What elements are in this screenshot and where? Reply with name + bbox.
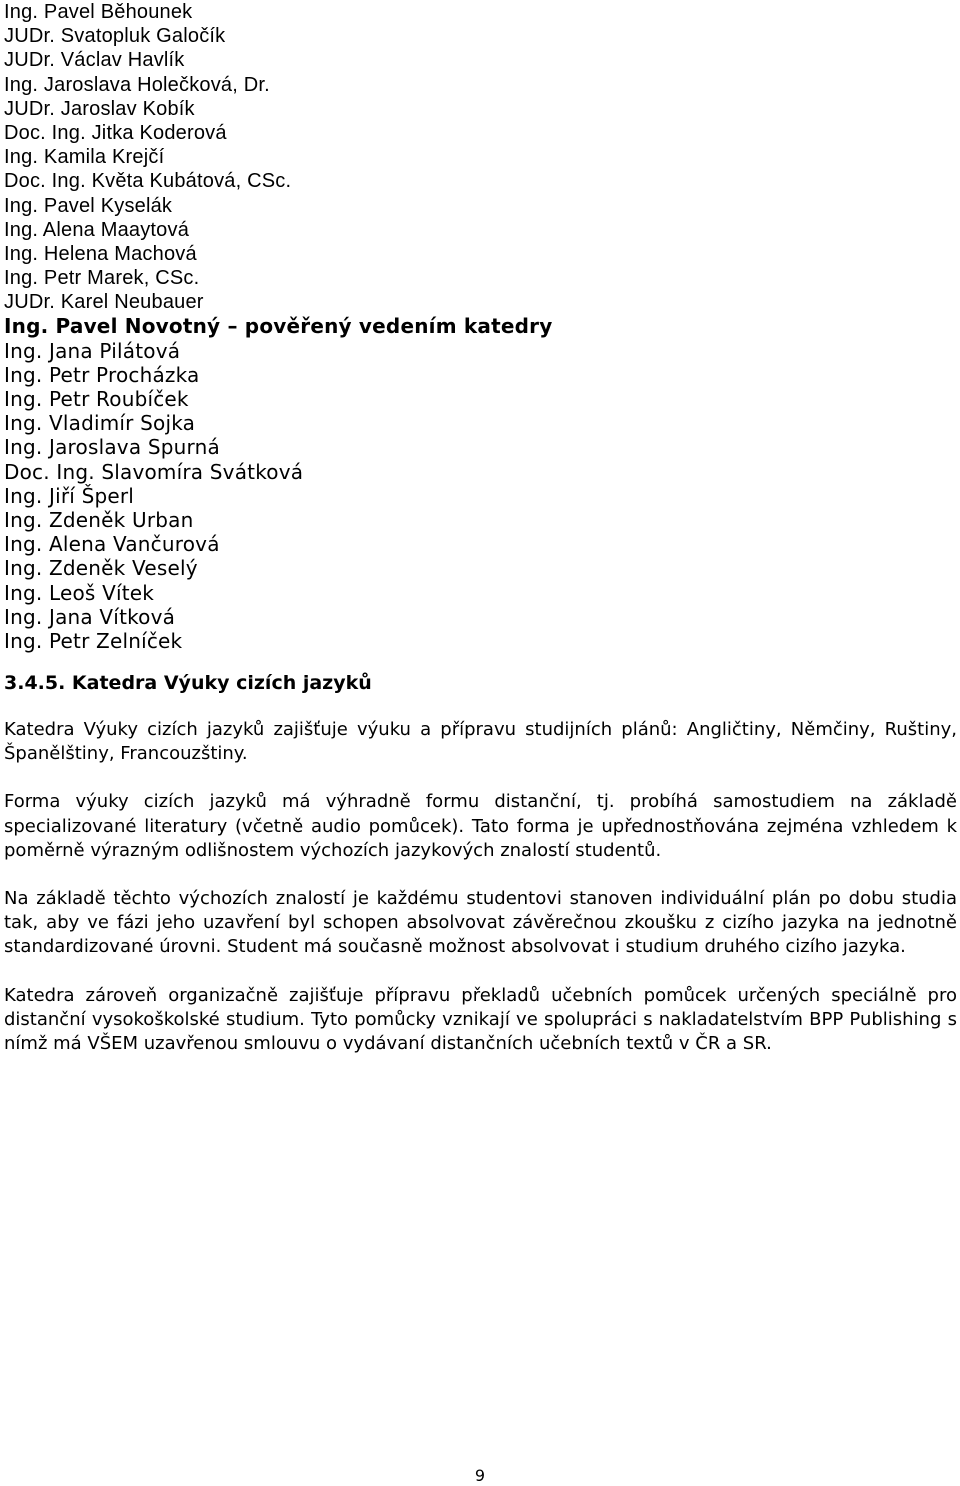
staff-name: Ing. Petr Procházka [4,362,200,387]
staff-name: JUDr. Karel Neubauer [4,291,204,314]
staff-name: Ing. Petr Marek, CSc. [4,267,200,290]
document-page [4,0,957,1055]
staff-name: Ing. Alena Vančurová [4,532,220,557]
staff-name: Ing. Leoš Vítek [4,580,155,605]
staff-name: Ing. Pavel Běhounek [4,1,193,23]
paragraph-languages: Katedra Výuky cizích jazyků zajišťuje výuku a přípravu studijních plánů: Angličtiny, Němčiny, Ruštiny, Španělštiny, Francouzštiny. [4,719,957,765]
staff-list [4,0,957,653]
department-head-name: Ing. Pavel Novotný – pověřený vedením katedry [4,314,553,339]
staff-name: Doc. Ing. Slavomíra Svátková [4,459,304,484]
staff-name: Ing. Jaroslava Holečková, Dr. [4,73,270,96]
staff-name: Ing. Zdeněk Veselý [4,556,198,581]
staff-name: Ing. Jiří Šperl [4,483,135,508]
staff-name: JUDr. Václav Havlík [4,49,185,72]
staff-name: Ing. Vladimír Sojka [4,411,196,436]
staff-name: Ing. Kamila Krejčí [4,146,165,169]
staff-name: Ing. Jana Vítková [4,604,176,629]
paragraph-individual-plan: Na základě těchto výchozích znalostí je každému studentovi stanoven individuální plán po dobu studia tak, aby ve fázi jeho uzavření byl schopen absolvovat závěrečnou zkoušku z cizího jazyka na jednotně standardizované úrovni. Student má současně možnost absolvovat i studium druhého cizího jazyka. [4,888,957,958]
section-body [4,718,957,1080]
staff-name: JUDr. Jaroslav Kobík [4,97,195,120]
staff-name: Ing. Jana Pilátová [4,338,181,363]
staff-name: Doc. Ing. Jitka Koderová [4,121,227,144]
staff-name: Ing. Alena Maaytová [4,218,190,241]
section-heading: 3.4.5. Katedra Výuky cizích jazyků [4,672,372,694]
staff-name: Ing. Zdeněk Urban [4,507,194,532]
staff-name: Ing. Jaroslava Spurná [4,435,220,460]
page-number: 9 [474,1466,486,1485]
staff-name: JUDr. Svatopluk Galočík [4,25,226,48]
staff-name: Ing. Petr Roubíček [4,387,189,411]
staff-name: Ing. Petr Zelníček [4,628,183,653]
paragraph-distance-form: Forma výuky cizích jazyků má výhradně formu distanční, tj. probíhá samostudiem na základě specializované literatury (včetně audio pomůcek). Tato forma je upřednostňována zejména vzhledem k poměrně výrazným odlišnostem výchozích jazykových znalostí studentů. [4,791,957,861]
staff-name: Ing. Pavel Kyselák [4,194,173,217]
paragraph-translations: Katedra zároveň organizačně zajišťuje přípravu překladů učebních pomůcek určených speciálně pro distanční vysokoškolské studium. Tyto pomůcky vznikají ve spolupráci s nakladatelstvím BPP Publishing s nímž má VŠEM uzavřenou smlouvu o vydávaní distančních učebních textů v ČR a SR. [4,984,957,1055]
staff-name: Doc. Ing. Květa Kubátová, CSc. [4,170,292,193]
staff-name: Ing. Helena Machová [4,242,197,265]
